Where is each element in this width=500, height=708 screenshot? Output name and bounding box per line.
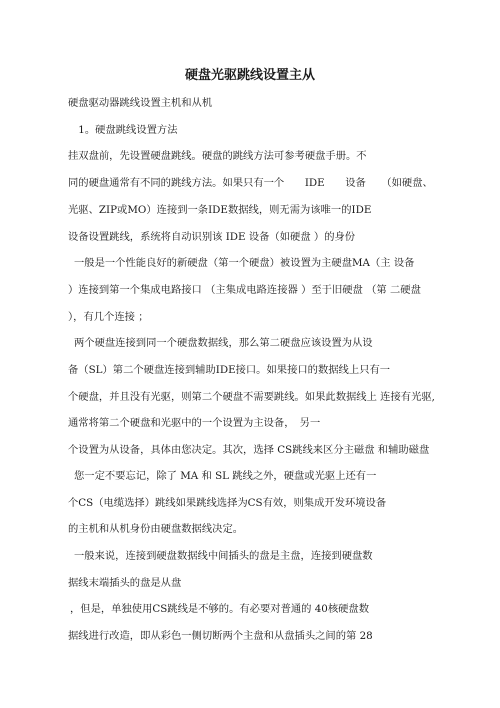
paragraph-line: 挂双盘前，先设置硬盘跳线。硬盘的跳线方法可参考硬盘手册。不 <box>68 150 367 162</box>
paragraph-line: 同的硬盘通常有不同的跳线方法。如果只有一个 IDE 设备 （如硬盘、 <box>68 177 433 189</box>
paragraph-line: 设备设置跳线，系统将自动识别该 IDE 设备（如硬盘 ）的身份 <box>68 231 356 243</box>
paragraph-line: 通常将第二个硬盘和光驱中的一个设置为主设备， 另一 <box>68 417 321 429</box>
paragraph-line: ）连接到第一个集成电路接口 （主集成电路连接器 ）至于旧硬盘 （第 二硬盘 <box>68 284 421 296</box>
document-title: 硬盘光驱跳线设置主从 <box>184 68 315 83</box>
section-heading: 1。硬盘跳线设置方法 <box>68 124 178 136</box>
paragraph-line: ，但是，单独使用CS跳线是不够的。有必要对普通的 40核硬盘数 <box>70 603 370 615</box>
paragraph-line: 您一定不要忘记，除了 MA 和 SL 跳线之外，硬盘或光驱上还有一 <box>74 470 377 482</box>
paragraph-line: 备（SL）第二个硬盘连接到辅助IDE接口。如果接口的数据线上只有一 <box>68 364 391 376</box>
paragraph-line: 个CS（电缆选择）跳线如果跳线选择为CS有效，则集成开发环境设备 <box>68 497 387 509</box>
paragraph-line: 一般来说，连接到硬盘数据线中间插头的盘是主盘，连接到硬盘数 <box>74 550 373 562</box>
paragraph-line: 据线进行改造，即从彩色一侧切断两个主盘和从盘插头之间的第 28 <box>68 630 373 642</box>
paragraph-line: 个设置为从设备，具体由您决定。其次，选择 CS跳线来区分主磁盘 和辅助磁盘 <box>68 444 430 456</box>
paragraph-line: ），有几个连接 ； <box>68 311 149 323</box>
paragraph-line: 的主机和从机身份由硬盘数据线决定。 <box>68 523 244 535</box>
paragraph-line: 个硬盘，并且没有光驱，则第二个硬盘不需要跳线。如果此数据线上 连接有光驱, <box>68 391 435 403</box>
paragraph-line: 硬盘驱动器跳线设置主机和从机 <box>68 97 213 109</box>
paragraph-line: 一般是一个性能良好的新硬盘（第一个硬盘）被设置为主硬盘MA（主 设备 <box>74 257 415 269</box>
paragraph-line: 光驱、ZIP或MO）连接到一条IDE数据线，则无需为该唯一的IDE <box>68 204 372 216</box>
paragraph-line: 据线末端插头的盘是从盘 <box>68 577 182 589</box>
paragraph-line: 两个硬盘连接到同一个硬盘数据线，那么第二硬盘应该设置为从设 <box>74 337 373 349</box>
